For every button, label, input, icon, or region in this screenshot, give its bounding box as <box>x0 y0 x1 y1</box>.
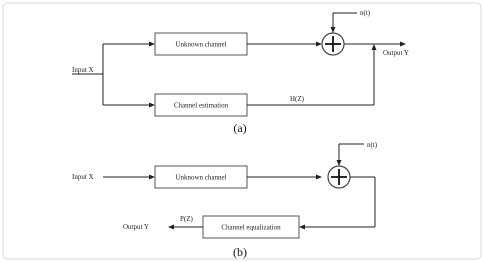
noise-label-b: n(t) <box>367 141 378 149</box>
caption-a: (a) <box>233 121 247 135</box>
output-y-label-b: Output Y <box>123 223 149 231</box>
unknown-channel-label-a: Unknown channel <box>175 40 227 49</box>
input-x-label-b: Input X <box>72 173 94 181</box>
caption-b: (b) <box>233 245 247 259</box>
hz-label-a: H(Z) <box>290 95 304 103</box>
summing-junction-a <box>322 33 344 55</box>
output-y-label-a: Output Y <box>383 49 409 57</box>
noise-label-a: n(t) <box>360 9 371 17</box>
pz-label-b: P(Z) <box>180 215 193 223</box>
summing-junction-b <box>328 166 350 188</box>
channel-estimation-label-a: Channel estimation <box>173 101 229 110</box>
channel-equalization-label-b: Channel equalization <box>221 223 281 232</box>
unknown-channel-label-b: Unknown channel <box>175 173 227 182</box>
input-x-label-a: Input X <box>72 66 94 74</box>
